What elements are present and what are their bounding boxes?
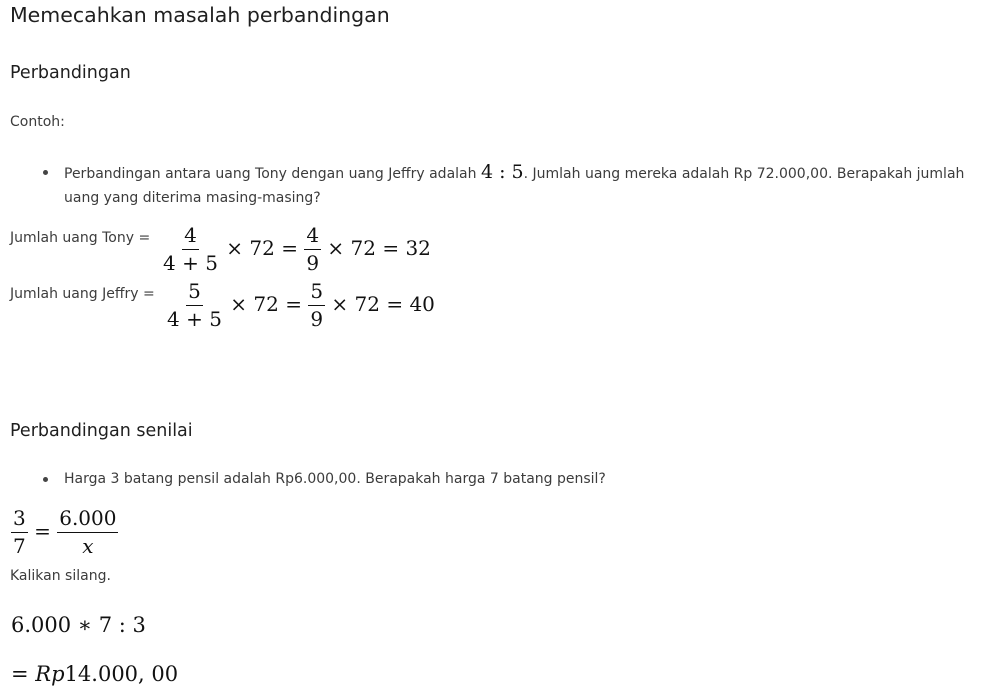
proportion-equation bbox=[11, 507, 118, 558]
tony-label: Jumlah uang Tony = bbox=[10, 230, 151, 246]
jeffry-frac1-denominator: 4 + 5 bbox=[167, 307, 222, 331]
jeffry-result: × 72 = 40 bbox=[331, 292, 435, 316]
tony-mid: × 72 = bbox=[226, 236, 298, 260]
section-heading-perbandingan-senilai: Perbandingan senilai bbox=[10, 421, 193, 441]
jeffry-fraction-2 bbox=[308, 280, 325, 331]
left-fraction bbox=[11, 507, 28, 558]
result-equals: = bbox=[11, 662, 29, 686]
jeffry-frac2-numerator: 5 bbox=[308, 280, 325, 306]
tony-frac1-numerator: 4 bbox=[182, 224, 199, 250]
tony-frac2-denominator: 9 bbox=[306, 251, 320, 275]
bullet-text-after: . Jumlah uang mereka adalah Rp 72.000,00. Berapakah jumlah bbox=[523, 166, 965, 182]
result-value: 14.000, 00 bbox=[64, 662, 179, 686]
jeffry-equation bbox=[165, 280, 435, 331]
tony-frac2-numerator: 4 bbox=[304, 224, 321, 250]
right-numerator: 6.000 bbox=[57, 507, 118, 533]
jeffry-label: Jumlah uang Jeffry = bbox=[10, 286, 155, 302]
jeffry-frac2-denominator: 9 bbox=[310, 307, 324, 331]
right-fraction bbox=[57, 507, 118, 558]
right-denominator: x bbox=[82, 534, 94, 558]
bullet-text-before: Perbandingan antara uang Tony dengan uang Jeffry adalah bbox=[64, 166, 477, 182]
example-label: Contoh: bbox=[10, 114, 65, 130]
result-currency: Rp bbox=[35, 662, 65, 686]
left-numerator: 3 bbox=[11, 507, 28, 533]
tony-equation bbox=[161, 224, 431, 275]
bullet-text-line2: uang yang diterima masing-masing? bbox=[64, 190, 321, 206]
bullet-icon bbox=[43, 477, 48, 482]
jeffry-mid: × 72 = bbox=[230, 292, 302, 316]
equals-sign: = bbox=[34, 519, 51, 543]
cross-multiply-label: Kalikan silang. bbox=[10, 568, 111, 584]
tony-result: × 72 = 32 bbox=[327, 236, 431, 260]
final-result bbox=[11, 662, 178, 686]
bullet-text-pensil: Harga 3 batang pensil adalah Rp6.000,00. Berapakah harga 7 batang pensil? bbox=[64, 471, 606, 487]
tony-frac1-denominator: 4 + 5 bbox=[163, 251, 218, 275]
ratio-value: 4 : 5 bbox=[480, 161, 524, 183]
tony-fraction-1 bbox=[161, 224, 220, 275]
tony-fraction-2 bbox=[304, 224, 321, 275]
left-denominator: 7 bbox=[13, 534, 26, 558]
jeffry-fraction-1 bbox=[165, 280, 224, 331]
calculation-step: 6.000 ∗ 7 : 3 bbox=[11, 613, 146, 637]
bullet-icon bbox=[43, 170, 48, 175]
page-title: Memecahkan masalah perbandingan bbox=[10, 3, 390, 27]
jeffry-frac1-numerator: 5 bbox=[186, 280, 203, 306]
section-heading-perbandingan: Perbandingan bbox=[10, 63, 131, 83]
bullet-text-tony-jeffry bbox=[64, 159, 994, 187]
